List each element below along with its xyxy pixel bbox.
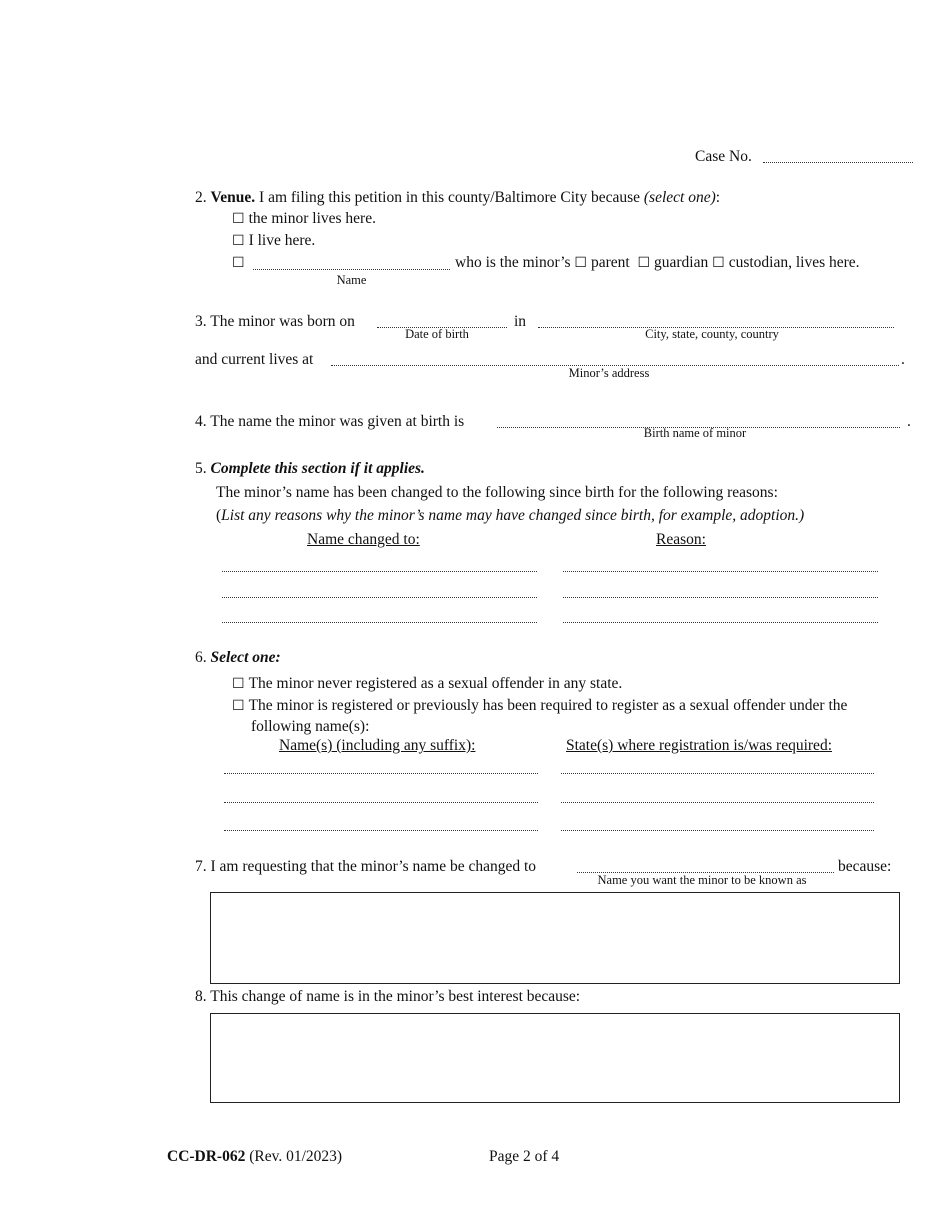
checkbox-parent-icon[interactable]: ☐ (574, 255, 587, 271)
paren: ( (216, 507, 222, 524)
person-name-field[interactable] (253, 269, 450, 270)
offender-option-registered[interactable] (232, 697, 847, 715)
colon: : (715, 189, 721, 206)
form-code: CC-DR-062 (167, 1148, 246, 1165)
case-no-label: Case No. (695, 148, 752, 165)
because-label: because: (838, 858, 892, 875)
form-id (167, 1148, 342, 1166)
address-period: . (901, 351, 905, 368)
role-guardian-label: guardian (654, 254, 709, 271)
section-number: 2. (195, 189, 207, 206)
reason-field[interactable] (563, 622, 878, 623)
section-6-heading (195, 649, 281, 667)
section-title: Select one: (210, 649, 281, 666)
best-interest-label: 8. This change of name is in the minor’s best interest because: (195, 988, 581, 1005)
name-changed-field[interactable] (222, 571, 537, 572)
col-reason: Reason: (656, 531, 706, 548)
section-text: I am filing this petition in this county/Baltimore City because (255, 189, 644, 206)
checkbox-icon[interactable]: ☐ (232, 676, 245, 692)
checkbox-icon[interactable]: ☐ (232, 211, 245, 227)
name-caption: Name (336, 273, 367, 287)
new-name-label: 7. I am requesting that the minor’s name be changed to (195, 858, 537, 875)
birth-name-period: . (907, 413, 911, 430)
best-interest-textarea[interactable] (210, 1013, 900, 1103)
option-label: The minor is registered or previously has been required to register as a sexual offender under the (248, 697, 848, 714)
section-5-note (216, 507, 804, 525)
reason-textarea[interactable] (210, 892, 900, 984)
option-label: I live here. (248, 232, 316, 249)
role-parent-label: parent (590, 254, 630, 271)
section-title: Venue. (210, 189, 256, 206)
venue-option-other-person[interactable] (232, 254, 249, 272)
case-no-field[interactable] (763, 162, 913, 163)
dob-caption: Date of birth (405, 327, 469, 341)
checkbox-icon[interactable]: ☐ (232, 698, 245, 714)
address-caption: Minor’s address (568, 366, 650, 380)
venue-option-i-live[interactable] (232, 232, 315, 250)
select-note: (select one) (643, 189, 716, 206)
option-label: the minor lives here. (248, 210, 376, 227)
col-name-changed: Name changed to: (307, 531, 420, 548)
reason-field[interactable] (563, 571, 878, 572)
section-2-heading (195, 189, 720, 207)
role-line (455, 254, 860, 272)
section-number: 6. (195, 649, 207, 666)
birth-name-label: 4. The name the minor was given at birth is (195, 413, 465, 430)
offender-option-never[interactable] (232, 675, 622, 693)
offender-state-field[interactable] (561, 773, 874, 774)
birth-date-label: 3. The minor was born on (195, 313, 355, 330)
checkbox-custodian-icon[interactable]: ☐ (712, 255, 725, 271)
note-text: List any reasons why the minor’s name may have changed since birth, for example, adoption.) (221, 507, 805, 524)
address-label: and current lives at (195, 351, 314, 368)
offender-option-line2: following name(s): (251, 718, 370, 735)
page-number: Page 2 of 4 (489, 1148, 560, 1165)
offender-state-field[interactable] (561, 830, 874, 831)
in-label: in (514, 313, 527, 330)
offender-state-field[interactable] (561, 802, 874, 803)
section-5-text: The minor’s name has been changed to the following since birth for the following reasons: (216, 484, 778, 501)
option-label: The minor never registered as a sexual offender in any state. (248, 675, 623, 692)
birth-name-caption: Birth name of minor (643, 426, 747, 440)
section-title: Complete this section if it applies. (210, 460, 425, 477)
offender-name-field[interactable] (224, 773, 538, 774)
name-changed-field[interactable] (222, 597, 537, 598)
offender-name-field[interactable] (224, 802, 538, 803)
col-states: State(s) where registration is/was required: (566, 737, 832, 754)
checkbox-guardian-icon[interactable]: ☐ (637, 255, 651, 271)
checkbox-icon[interactable]: ☐ (232, 255, 245, 271)
form-revision: (Rev. 01/2023) (245, 1148, 343, 1165)
section-5-heading (195, 460, 425, 478)
section-number: 5. (195, 460, 207, 477)
reason-field[interactable] (563, 597, 878, 598)
new-name-caption: Name you want the minor to be known as (597, 873, 807, 887)
venue-option-minor-lives[interactable] (232, 210, 376, 228)
name-changed-field[interactable] (222, 622, 537, 623)
col-names-suffix: Name(s) (including any suffix): (279, 737, 476, 754)
role-custodian-label: custodian, lives here. (728, 254, 860, 271)
checkbox-icon[interactable]: ☐ (232, 233, 245, 249)
role-text: who is the minor’s (455, 254, 571, 271)
offender-name-field[interactable] (224, 830, 538, 831)
place-caption: City, state, county, country (645, 327, 779, 341)
